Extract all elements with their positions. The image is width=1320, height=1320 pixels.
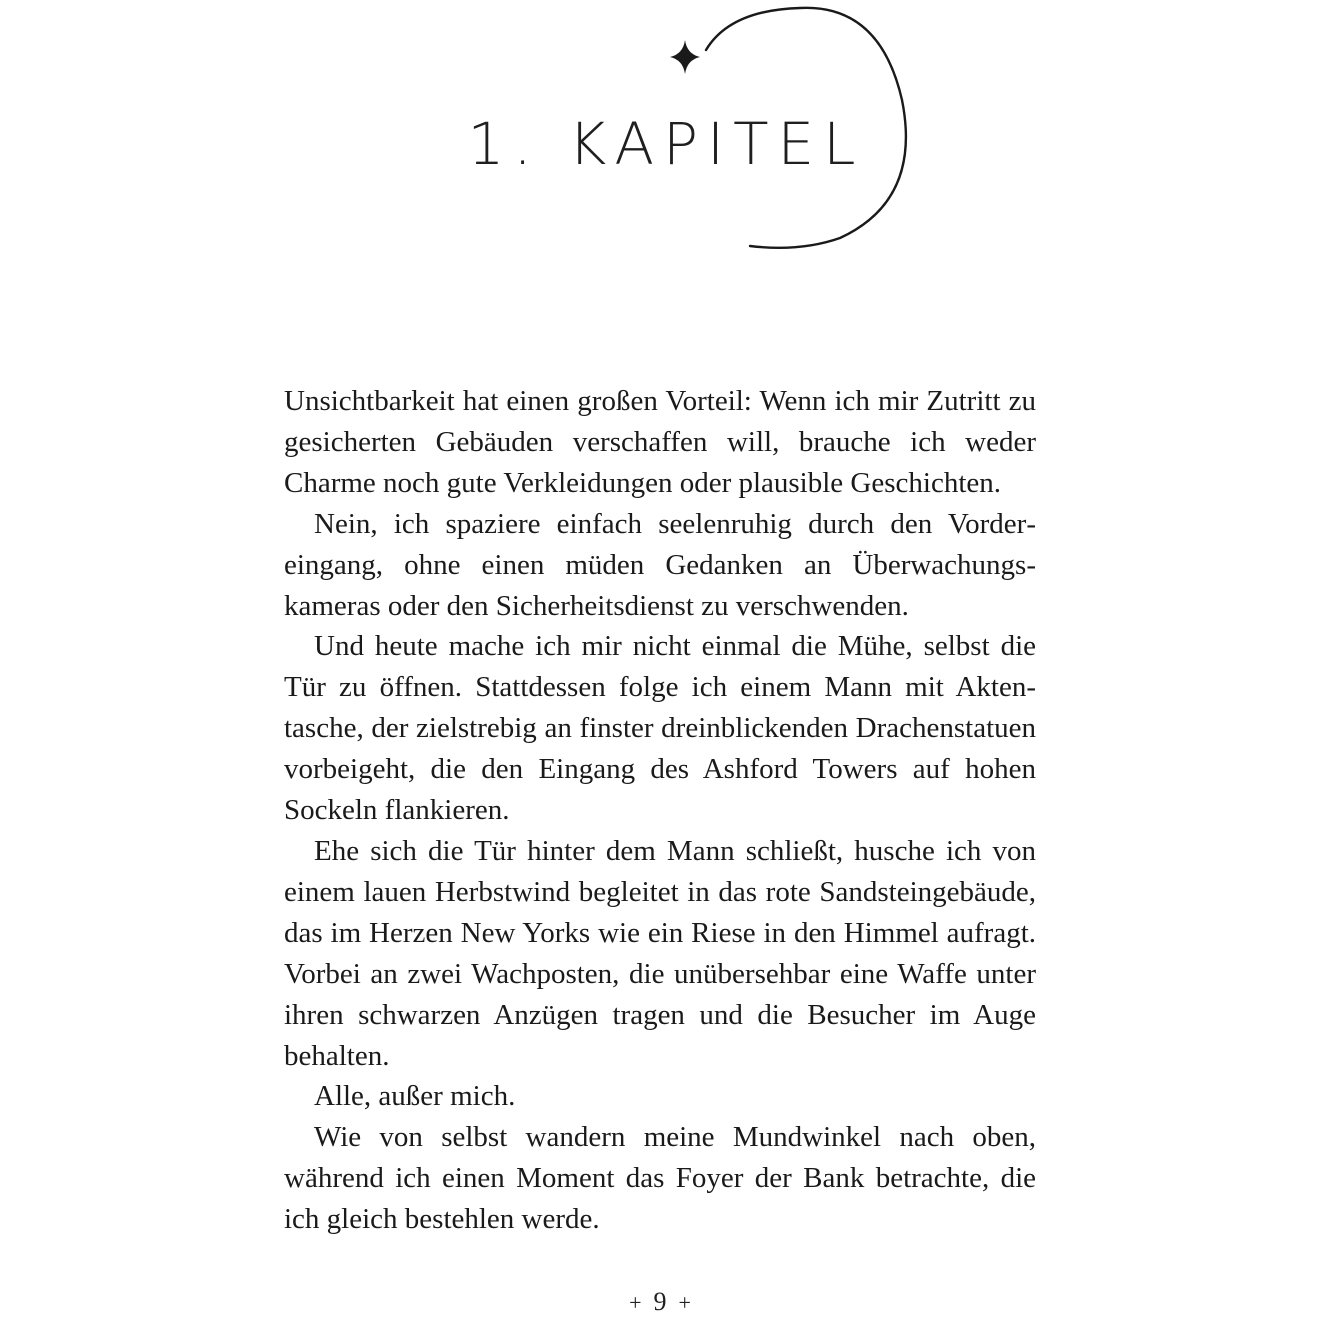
paragraph: Ehe sich die Tür hinter dem Mann schließt, husche ich von einem lauen Herbstwind begleitet in das rote Sandsteingebäude, das im Herzen New Yorks wie ein Riese in den Himmel aufragt. Vorbei an zwei Wachposten, die unübersehbar eine Waffe unter ihren schwarzen Anzügen tragen und die Besucher im Auge behalten.	[284, 834, 1036, 1072]
paragraph: Und heute mache ich mir nicht einmal die Mühe, selbst die Tür zu öffnen. Stattdessen folge ich einem Mann mit Aktentasche, der zielstrebig an finster dreinblickenden Drachenstatuen vorbeigeht, die den Eingang des Ashford Towers auf hohen Sockeln flankieren.	[284, 630, 1036, 827]
paragraph: Nein, ich spaziere einfach seelenruhig durch den Vordereingang, ohne einen müden Gedanken an Überwachungskameras oder den Sicherheitsdienst zu verschwenden.	[284, 507, 1036, 622]
paragraph: Unsichtbarkeit hat einen großen Vorteil: Wenn ich mir Zutritt zu gesicherten Gebäuden verschaffen will, brauche ich weder Charme noch gute Verkleidungen oder plausible Geschichten.	[284, 385, 1036, 499]
four-point-star-icon	[670, 40, 700, 74]
paragraph: Alle, außer mich.	[314, 1080, 516, 1113]
paragraph: Wie von selbst wandern meine Mundwinkel nach oben, während ich einen Moment das Foyer der Bank betrachte, die ich gleich bestehlen werde.	[284, 1121, 1036, 1236]
folio-right-ornament-icon: +	[678, 1290, 691, 1315]
page-number: 9	[653, 1287, 667, 1316]
folio-left-ornament-icon: +	[629, 1290, 642, 1315]
chapter-title: 1. KAPITEL	[467, 110, 865, 178]
chapter-body	[284, 381, 1036, 1240]
page-number-folio	[0, 1287, 1320, 1317]
